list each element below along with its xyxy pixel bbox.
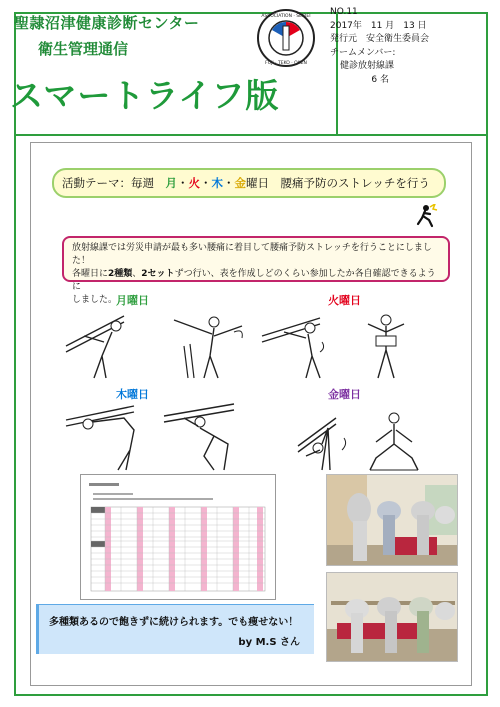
attendance-table-document <box>80 474 276 600</box>
friday-label: 金曜日 <box>328 388 361 401</box>
back-pain-icon <box>412 204 438 228</box>
notice-line-3: しました。 <box>72 295 118 305</box>
thursday-stretch-illustration <box>64 400 264 472</box>
department: 健診放射線課 <box>340 61 395 71</box>
notice-line-1: 放射線課では労災申請が最も多い腰痛に着目して腰痛予防ストレッチを行うことにしました！ <box>72 243 432 266</box>
member-count: 6 名 <box>371 74 390 85</box>
monday-label: 月曜日 <box>116 294 149 307</box>
member-comment <box>36 604 314 654</box>
thursday-label: 木曜日 <box>116 388 149 401</box>
attendance-table-image <box>85 479 271 595</box>
emblem-text-top: ASSOCIATION · SEIREI <box>261 14 311 19</box>
theme-dot-2: ・ <box>200 176 212 190</box>
theme-monday: 月 <box>165 176 177 190</box>
theme-dot-3: ・ <box>223 176 235 190</box>
activity-theme <box>52 168 446 198</box>
comment-author: by M.S さん <box>238 637 300 648</box>
theme-dot-1: ・ <box>177 176 189 190</box>
team-label: チームメンバー: <box>330 47 396 58</box>
stretch-photo-1 <box>326 474 458 566</box>
theme-thursday: 木 <box>211 176 223 190</box>
theme-tuesday: 火 <box>188 176 200 190</box>
emblem-text-bottom: FUJI · TEKO · OKEN <box>265 61 307 66</box>
issue-meta <box>330 6 429 87</box>
theme-prefix: 活動テーマ：毎週 <box>62 176 166 190</box>
stretch-photo-2 <box>326 572 458 662</box>
tuesday-stretch-illustration <box>260 306 420 380</box>
organization-name: 聖隷沼津健康診断センター <box>14 14 200 32</box>
theme-friday: 金 <box>234 176 246 190</box>
monday-stretch-illustration <box>64 306 264 380</box>
issue-date: 2017年 11 月 13 日 <box>330 20 427 31</box>
tuesday-label: 火曜日 <box>328 294 361 307</box>
issue-number: NO.11 <box>330 7 358 17</box>
comment-text: 多種類あるので飽きずに続けられます。でも痩せない！ <box>49 617 299 628</box>
seirei-emblem-logo <box>256 8 316 68</box>
notice-line-2: 各曜日に2種類、2セットずつ行い、表を作成しどのくらい参加したか各自確認できるように <box>72 269 436 292</box>
theme-suffix: 曜日 腰痛予防のストレッチを行う <box>246 176 430 190</box>
newsletter-name: 衛生管理通信 <box>38 40 129 58</box>
publisher: 発行元 安全衛生委員会 <box>330 34 430 44</box>
page-title: スマートライフ版 <box>10 76 280 115</box>
friday-stretch-illustration <box>296 398 442 472</box>
